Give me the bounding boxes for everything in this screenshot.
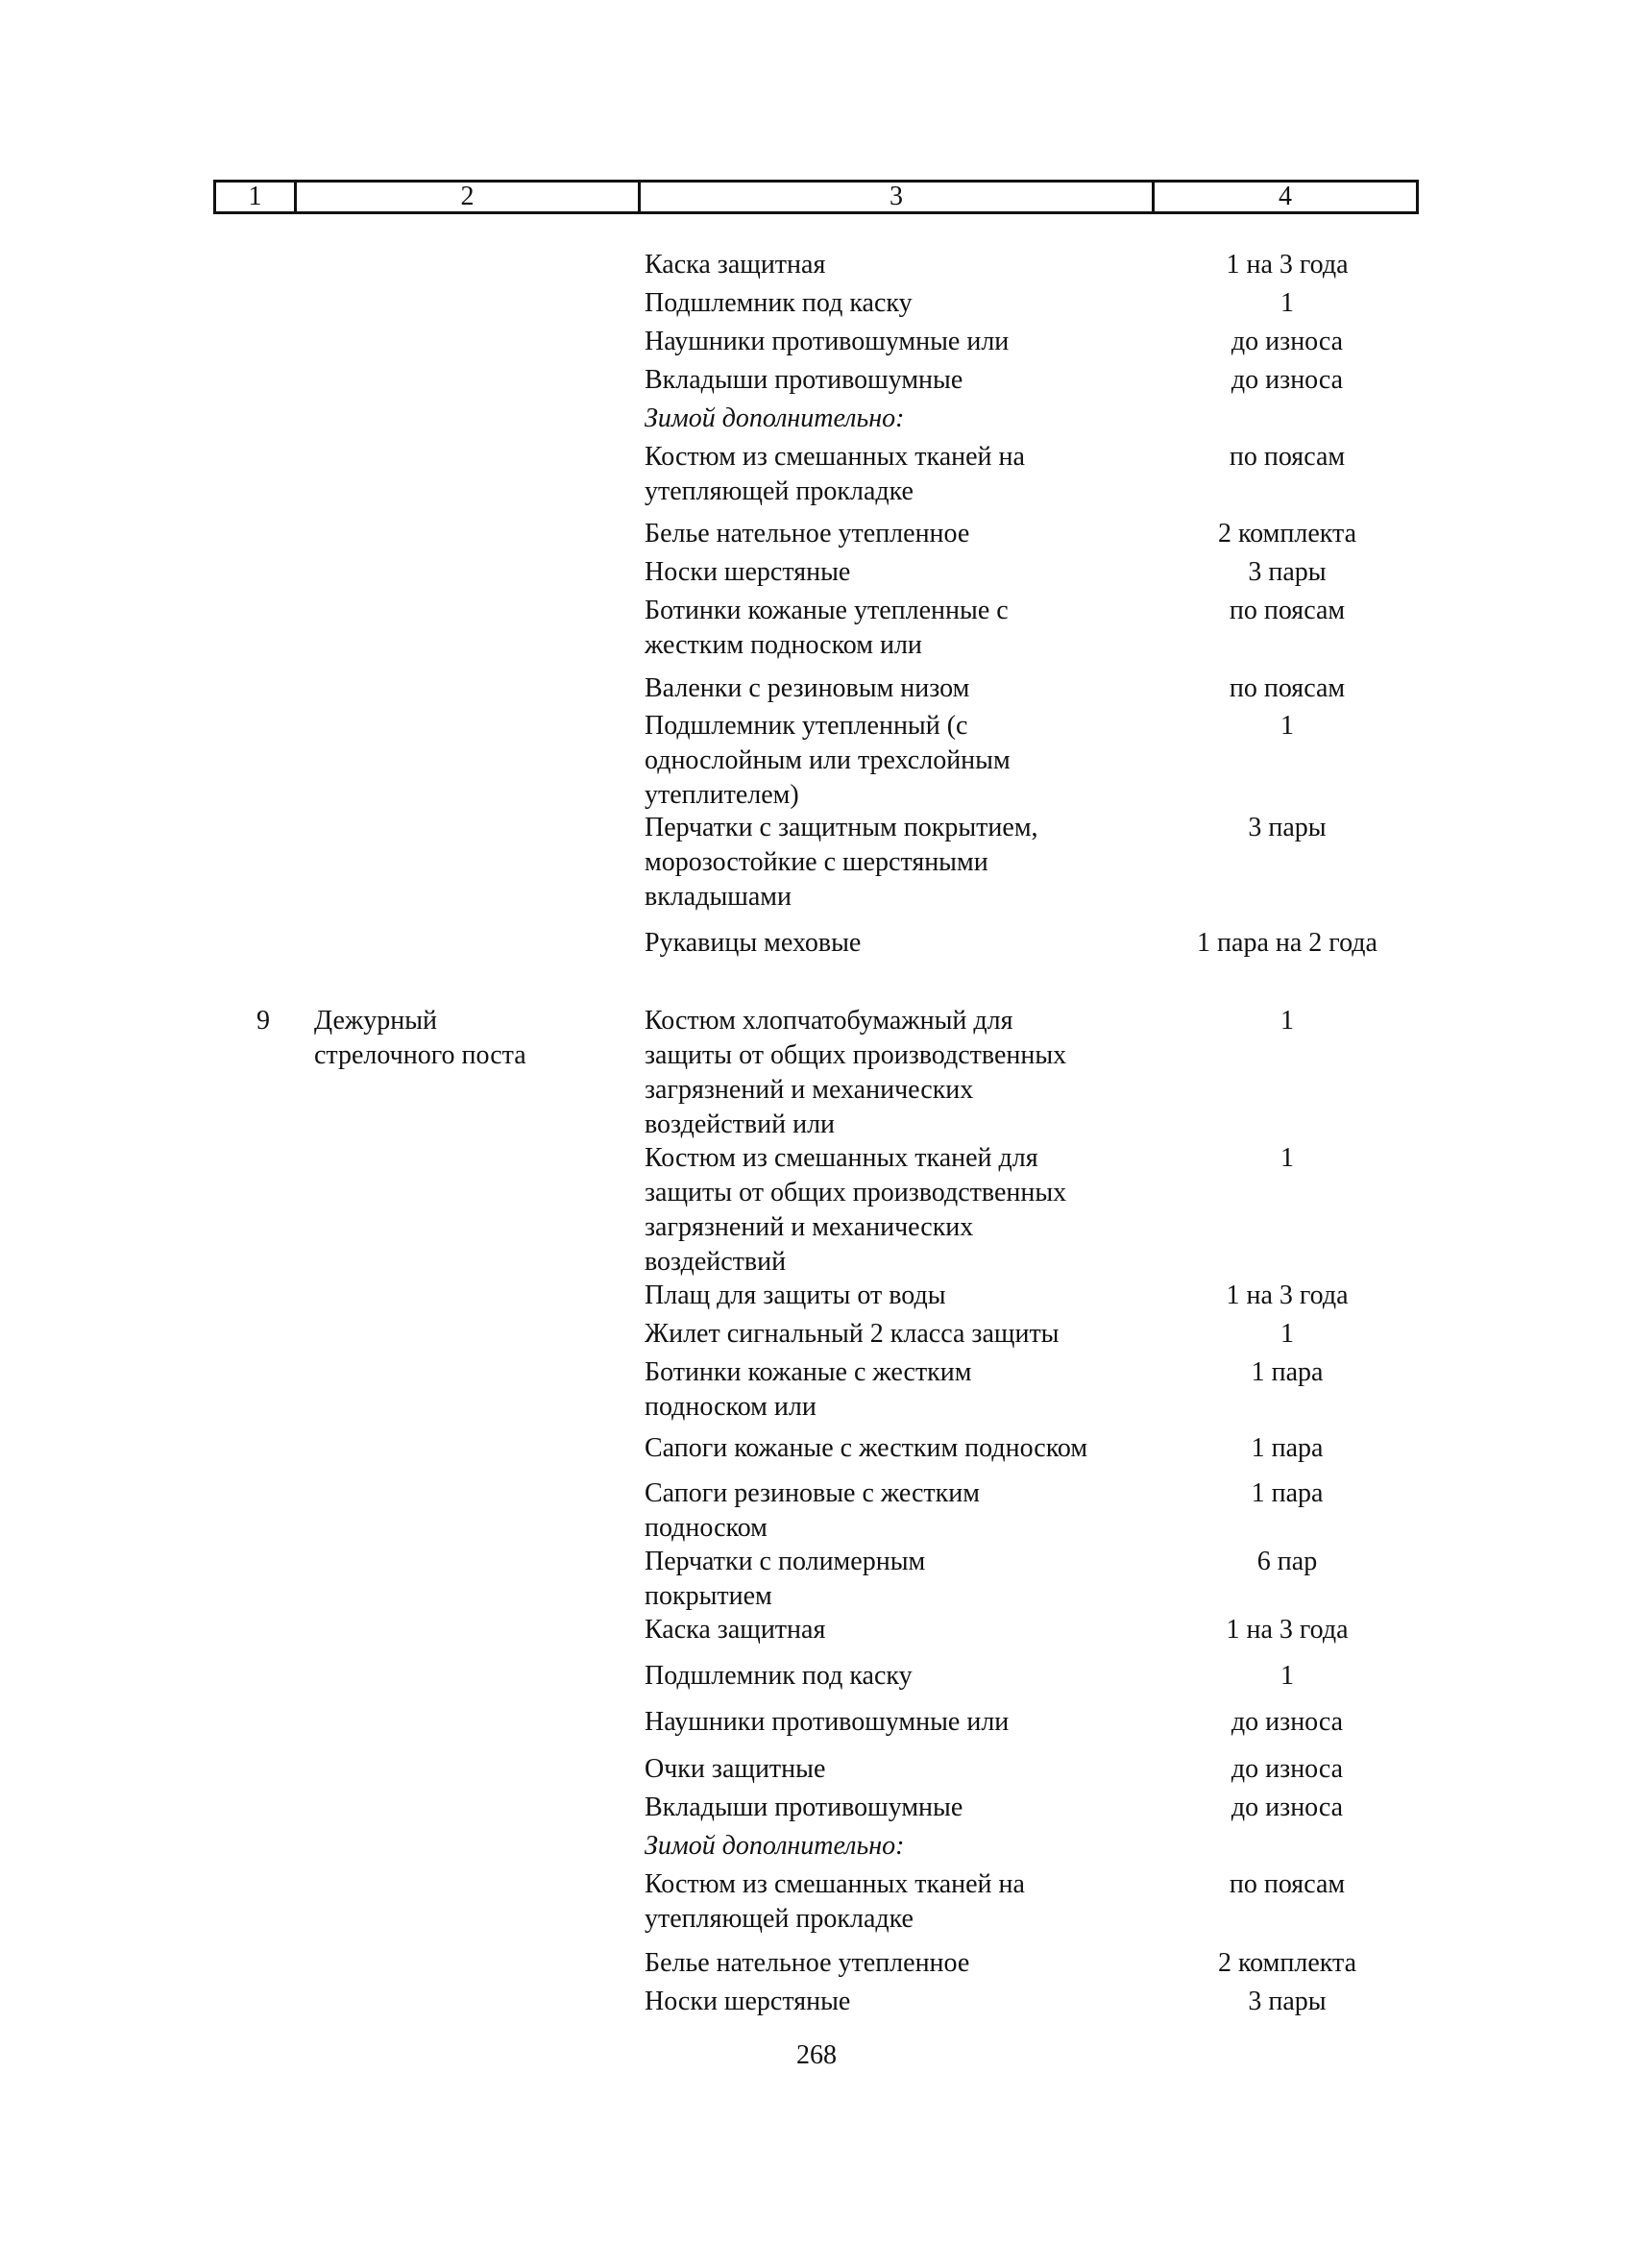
item-qty: по поясам bbox=[1229, 673, 1346, 703]
column-number-1: 1 bbox=[216, 183, 297, 211]
item-qty: 1 bbox=[1280, 1006, 1294, 1036]
item-qty: 1 bbox=[1280, 288, 1294, 318]
item-qty: 1 на 3 года bbox=[1226, 1615, 1349, 1645]
item-qty: 3 пары bbox=[1248, 1987, 1327, 2016]
item-qty: по поясам bbox=[1229, 596, 1346, 625]
item-name: Плащ для защиты от воды bbox=[645, 1280, 946, 1310]
page-number: 268 bbox=[796, 2040, 837, 2070]
item-qty: 6 пар bbox=[1256, 1547, 1318, 1576]
item-name: Сапоги резиновые с жестким подноском bbox=[645, 1478, 980, 1543]
item-qty: 1 bbox=[1280, 1319, 1294, 1349]
item-qty: 1 bbox=[1280, 711, 1294, 741]
item-name: Перчатки с полимерным покрытием bbox=[645, 1547, 926, 1611]
item-qty: 1 bbox=[1280, 1661, 1294, 1691]
column-numbers-header bbox=[213, 180, 1419, 214]
column-number-3: 3 bbox=[641, 183, 1155, 211]
item-name: Костюм хлопчатобумажный для защиты от общих производственных загрязнений и механических воздействий или bbox=[645, 1006, 1067, 1139]
item-name: Белье нательное утепленное bbox=[645, 519, 970, 549]
item-name: Носки шерстяные bbox=[645, 1987, 851, 2016]
item-qty: до износа bbox=[1231, 1754, 1344, 1784]
item-name: Каска защитная bbox=[645, 250, 826, 280]
winter-additional-heading: Зимой дополнительно: bbox=[645, 403, 905, 433]
item-qty: 1 пара на 2 года bbox=[1197, 928, 1377, 958]
row-number: 9 bbox=[256, 1006, 270, 1036]
item-name: Костюм из смешанных тканей на утепляющей прокладке bbox=[645, 1869, 1025, 1934]
position-title: Дежурный стрелочного поста bbox=[314, 1006, 526, 1070]
column-number-2: 2 bbox=[297, 183, 641, 211]
item-name: Ботинки кожаные утепленные с жестким подноском или bbox=[645, 596, 1009, 660]
item-qty: до износа bbox=[1231, 327, 1344, 356]
item-qty: 1 пара bbox=[1251, 1433, 1324, 1463]
item-name: Наушники противошумные или bbox=[645, 1707, 1010, 1737]
item-qty: 1 на 3 года bbox=[1226, 250, 1349, 280]
item-qty: 1 bbox=[1280, 1143, 1294, 1173]
item-name: Костюм из смешанных тканей на утепляющей прокладке bbox=[645, 442, 1025, 506]
item-name: Очки защитные bbox=[645, 1754, 826, 1784]
item-name: Подшлемник под каску bbox=[645, 288, 913, 318]
item-qty: по поясам bbox=[1229, 442, 1346, 472]
item-qty: 1 пара bbox=[1251, 1478, 1324, 1508]
item-qty: до износа bbox=[1231, 365, 1344, 395]
item-qty: 1 пара bbox=[1251, 1357, 1324, 1387]
item-name: Подшлемник утепленный (с однослойным или трехслойным утеплителем) bbox=[645, 711, 1011, 810]
item-name: Жилет сигнальный 2 класса защиты bbox=[645, 1319, 1060, 1349]
item-name: Ботинки кожаные с жестким подноском или bbox=[645, 1357, 972, 1422]
item-name: Валенки с резиновым низом bbox=[645, 673, 970, 703]
item-name: Подшлемник под каску bbox=[645, 1661, 913, 1691]
item-name: Носки шерстяные bbox=[645, 557, 851, 587]
item-name: Вкладыши противошумные bbox=[645, 1792, 963, 1822]
item-name: Рукавицы меховые bbox=[645, 928, 862, 958]
item-qty: 3 пары bbox=[1248, 557, 1327, 587]
item-qty: 3 пары bbox=[1248, 813, 1327, 842]
item-name: Вкладыши противошумные bbox=[645, 365, 963, 395]
item-qty: 2 комплекта bbox=[1218, 1948, 1356, 1978]
item-name: Костюм из смешанных тканей для защиты от общих производственных загрязнений и механических воздействий bbox=[645, 1143, 1067, 1277]
item-qty: 1 на 3 года bbox=[1226, 1280, 1349, 1310]
item-name: Наушники противошумные или bbox=[645, 327, 1010, 356]
item-qty: до износа bbox=[1231, 1792, 1344, 1822]
item-name: Белье нательное утепленное bbox=[645, 1948, 970, 1978]
item-name: Сапоги кожаные с жестким подноском bbox=[645, 1433, 1088, 1463]
winter-additional-heading: Зимой дополнительно: bbox=[645, 1831, 905, 1861]
item-qty: по поясам bbox=[1229, 1869, 1346, 1899]
item-qty: до износа bbox=[1231, 1707, 1344, 1737]
item-name: Каска защитная bbox=[645, 1615, 826, 1645]
item-name: Перчатки с защитным покрытием, морозостойкие с шерстяными вкладышами bbox=[645, 813, 1038, 912]
item-qty: 2 комплекта bbox=[1218, 519, 1356, 549]
column-number-4: 4 bbox=[1279, 182, 1292, 211]
